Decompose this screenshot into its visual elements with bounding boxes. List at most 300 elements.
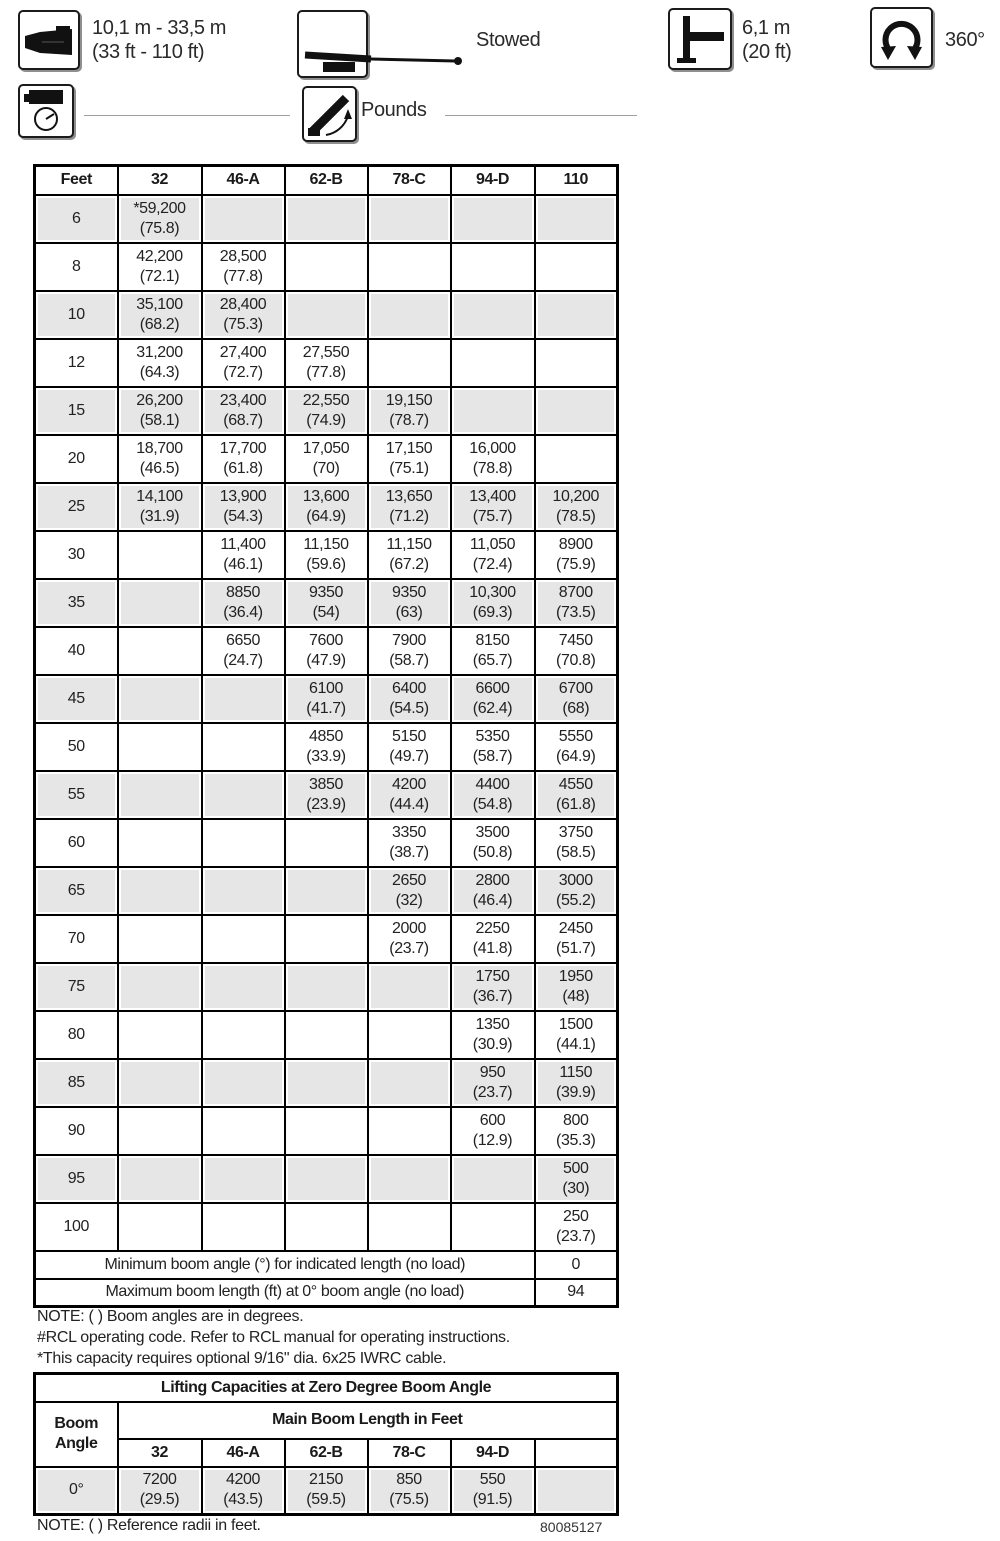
capacity-cell-empty — [118, 1011, 202, 1059]
load-value: 550 — [479, 1471, 506, 1489]
load-value: 3000 — [558, 871, 593, 889]
main-boom-length-header: Main Boom Length in Feet — [118, 1402, 618, 1439]
load-value: 23,400 — [219, 391, 267, 409]
load-value: 5150 — [392, 727, 426, 745]
radius-cell: 45 — [35, 675, 118, 723]
capacity-cell — [535, 963, 618, 1011]
header-divider-right — [445, 115, 637, 116]
load-value: 6100 — [309, 679, 343, 697]
capacity-cell — [285, 723, 368, 771]
capacity-cell-empty — [535, 339, 618, 387]
capacity-cell-empty — [202, 1107, 285, 1155]
load-row — [35, 819, 618, 867]
outrigger-span-icon — [668, 8, 732, 70]
load-row — [35, 483, 618, 531]
capacity-cell-empty — [535, 1467, 618, 1515]
radius-cell: 80 — [35, 1011, 118, 1059]
radius-value: (91.5) — [472, 1491, 513, 1509]
load-value: 1750 — [475, 967, 510, 985]
capacity-cell — [118, 435, 202, 483]
load-value: 27,400 — [219, 343, 267, 361]
load-row — [35, 243, 618, 291]
load-chart-summary — [35, 1251, 618, 1307]
outrigger-metric: 6,1 m — [742, 17, 791, 39]
capacity-cell — [451, 1107, 535, 1155]
boom-angle-value: (72.4) — [472, 555, 513, 573]
capacity-cell-empty — [118, 771, 202, 819]
load-value: 6650 — [226, 631, 260, 649]
capacity-cell — [451, 1059, 535, 1107]
capacity-cell — [118, 195, 202, 243]
jib-status-label: Stowed — [476, 29, 541, 51]
load-value: 9350 — [309, 583, 343, 601]
boom-angle-value: (36.4) — [223, 603, 263, 621]
capacity-cell — [202, 531, 285, 579]
radius-cell: 40 — [35, 627, 118, 675]
radius-cell: 20 — [35, 435, 118, 483]
capacity-cell — [285, 1467, 368, 1515]
boom-angle-icon-graphic — [304, 88, 355, 140]
document-number: 80085127 — [540, 1519, 603, 1535]
load-value: 16,000 — [469, 439, 516, 457]
zero-angle-column-row — [35, 1439, 618, 1467]
boom-angle-value: (46.1) — [223, 555, 263, 573]
load-value: 3750 — [558, 823, 593, 841]
capacity-cell — [451, 579, 535, 627]
capacity-cell-empty — [118, 1155, 202, 1203]
zero-angle-capacity-table — [33, 1372, 619, 1516]
radius-cell: 30 — [35, 531, 118, 579]
boom-length-column-header: 110 — [535, 166, 618, 195]
boom-angle-value: (74.9) — [306, 411, 346, 429]
capacity-cell-empty — [451, 291, 535, 339]
zero-angle-span-row — [35, 1402, 618, 1439]
radius-cell: 6 — [35, 195, 118, 243]
capacity-cell — [118, 243, 202, 291]
capacity-cell — [535, 867, 618, 915]
load-value: 7200 — [142, 1471, 177, 1489]
load-value: 13,650 — [385, 487, 433, 505]
zero-angle-table-title: Lifting Capacities at Zero Degree Boom Angle — [35, 1374, 618, 1402]
capacity-cell — [535, 771, 618, 819]
boom-angle-value: (54.3) — [223, 507, 263, 525]
load-value: 18,700 — [136, 439, 183, 457]
capacity-cell-empty — [535, 387, 618, 435]
load-row — [35, 771, 618, 819]
capacity-cell-empty — [368, 1107, 451, 1155]
boom-length-column-header: 32 — [118, 1439, 202, 1467]
load-value: 10,200 — [552, 487, 600, 505]
load-value: 6700 — [558, 679, 593, 697]
capacity-cell-empty — [285, 963, 368, 1011]
capacity-cell — [202, 627, 285, 675]
load-value: 4400 — [475, 775, 510, 793]
capacity-cell-empty — [202, 1155, 285, 1203]
capacity-cell-empty — [368, 291, 451, 339]
capacity-cell-empty — [118, 1203, 202, 1251]
rcl-gauge-icon — [18, 84, 74, 138]
capacity-cell — [368, 387, 451, 435]
capacity-cell — [368, 819, 451, 867]
load-chart-header — [35, 166, 618, 195]
capacity-cell-empty — [368, 1059, 451, 1107]
capacity-cell-empty — [118, 1059, 202, 1107]
capacity-cell — [202, 243, 285, 291]
boom-angle-icon — [302, 86, 357, 142]
load-value: 7600 — [309, 631, 343, 649]
capacity-cell-empty — [451, 339, 535, 387]
capacity-cell-empty — [451, 387, 535, 435]
capacity-cell-empty — [202, 1203, 285, 1251]
boom-angle-value: (72.7) — [223, 363, 263, 381]
radius-column-header: Feet — [35, 166, 118, 195]
capacity-cell-empty — [202, 963, 285, 1011]
radius-cell: 70 — [35, 915, 118, 963]
load-value: 8850 — [226, 583, 260, 601]
load-value: 4850 — [309, 727, 343, 745]
radius-cell: 100 — [35, 1203, 118, 1251]
load-value: 8900 — [558, 535, 593, 553]
capacity-cell — [368, 771, 451, 819]
boom-length-column-header: 32 — [118, 166, 202, 195]
capacity-cell — [535, 483, 618, 531]
capacity-cell — [285, 675, 368, 723]
load-value: 28,500 — [219, 247, 267, 265]
boom-angle-value: (54.5) — [389, 699, 429, 717]
load-value: 4550 — [558, 775, 593, 793]
load-value: 500 — [563, 1159, 589, 1177]
capacity-cell-empty — [202, 915, 285, 963]
load-value: 850 — [396, 1471, 422, 1489]
load-row — [35, 963, 618, 1011]
capacity-cell-empty — [535, 291, 618, 339]
capacity-cell-empty — [118, 627, 202, 675]
boom-angle-value: (31.9) — [139, 507, 180, 525]
load-row — [35, 1155, 618, 1203]
load-value: 3850 — [309, 775, 343, 793]
boom-angle-value: (39.9) — [556, 1083, 596, 1101]
capacity-cell — [202, 1467, 285, 1515]
load-row — [35, 387, 618, 435]
boom-angle-value: (61.8) — [556, 795, 596, 813]
capacity-cell-empty — [451, 195, 535, 243]
capacity-cell — [368, 627, 451, 675]
boom-angle-value: (67.2) — [389, 555, 429, 573]
load-value: 17,050 — [302, 439, 350, 457]
capacity-cell-empty — [285, 1203, 368, 1251]
boom-angle-value: (24.7) — [223, 651, 263, 669]
zero-angle-row-label: 0° — [35, 1467, 118, 1515]
capacity-cell-empty — [285, 1011, 368, 1059]
capacity-cell-empty — [285, 291, 368, 339]
notes-block — [37, 1306, 510, 1369]
boom-angle-value: (44.4) — [389, 795, 429, 813]
capacity-cell-empty — [118, 579, 202, 627]
load-row — [35, 675, 618, 723]
capacity-cell — [202, 291, 285, 339]
load-value: 2450 — [558, 919, 593, 937]
capacity-cell — [368, 915, 451, 963]
load-value: 31,200 — [136, 343, 183, 361]
boom-angle-value: (75.1) — [389, 459, 429, 477]
capacity-cell — [535, 531, 618, 579]
boom-angle-value: (64.9) — [556, 747, 596, 765]
note-optional-cable: *This capacity requires optional 9/16" dia. 6x25 IWRC cable. — [37, 1350, 447, 1367]
load-value: 10,300 — [469, 583, 516, 601]
capacity-cell-empty — [202, 195, 285, 243]
capacity-cell — [368, 531, 451, 579]
boom-angle-value: (30) — [562, 1179, 590, 1197]
capacity-cell — [451, 723, 535, 771]
capacity-cell-empty — [285, 915, 368, 963]
load-value: 2150 — [309, 1471, 343, 1489]
capacity-cell-empty — [368, 339, 451, 387]
load-value: 11,150 — [386, 535, 432, 553]
load-value: 14,100 — [136, 487, 183, 505]
load-value: 9350 — [392, 583, 426, 601]
reference-radii-note: NOTE: ( ) Reference radii in feet. — [37, 1517, 261, 1534]
note-rcl-code: #RCL operating code. Refer to RCL manual for operating instructions. — [37, 1329, 510, 1346]
capacity-cell — [451, 771, 535, 819]
outrigger-span-icon-graphic — [670, 10, 730, 68]
capacity-cell — [368, 435, 451, 483]
boom-length-column-header: 94-D — [451, 1439, 535, 1467]
boom-angle-value: (59.6) — [306, 555, 346, 573]
capacity-cell-empty — [118, 819, 202, 867]
capacity-cell — [202, 483, 285, 531]
capacity-cell-empty — [535, 195, 618, 243]
load-value: 22,550 — [302, 391, 350, 409]
load-value: 8150 — [475, 631, 510, 649]
boom-angle-value: (58.7) — [389, 651, 429, 669]
load-chart-table — [33, 164, 619, 1308]
note-boom-angles: NOTE: ( ) Boom angles are in degrees. — [37, 1308, 304, 1325]
load-value: 42,200 — [136, 247, 183, 265]
capacity-cell — [285, 771, 368, 819]
boom-angle-value: (58.1) — [139, 411, 180, 429]
boom-angle-value: (50.8) — [472, 843, 513, 861]
radius-value: (29.5) — [139, 1491, 180, 1509]
boom-length-icon-graphic — [20, 12, 78, 68]
capacity-cell — [368, 483, 451, 531]
load-row — [35, 435, 618, 483]
load-value: 28,400 — [219, 295, 267, 313]
capacity-cell-empty — [118, 1107, 202, 1155]
boom-angle-value: (69.3) — [472, 603, 513, 621]
load-value: 7900 — [392, 631, 426, 649]
capacity-cell-empty — [118, 915, 202, 963]
capacity-cell — [285, 339, 368, 387]
boom-angle-value: (78.8) — [472, 459, 513, 477]
boom-angle-value: (75.7) — [472, 507, 513, 525]
boom-angle-value: (12.9) — [472, 1131, 513, 1149]
boom-angle-value: (68.2) — [139, 315, 180, 333]
load-value: 5350 — [475, 727, 510, 745]
boom-angle-value: (54) — [312, 603, 340, 621]
capacity-cell-empty — [118, 723, 202, 771]
capacity-cell-empty — [202, 1011, 285, 1059]
capacity-cell — [535, 819, 618, 867]
load-row — [35, 1011, 618, 1059]
boom-angle-value: (30.9) — [472, 1035, 513, 1053]
capacity-cell — [285, 435, 368, 483]
jib-stowed-line-icon — [297, 10, 467, 82]
boom-angle-value: (49.7) — [389, 747, 429, 765]
boom-angle-value: (65.7) — [472, 651, 513, 669]
capacity-cell — [285, 387, 368, 435]
capacity-cell-empty — [118, 531, 202, 579]
radius-cell: 25 — [35, 483, 118, 531]
min-boom-angle-label: Minimum boom angle (°) for indicated length (no load) — [35, 1251, 535, 1279]
capacity-cell — [451, 867, 535, 915]
load-value: 13,400 — [469, 487, 516, 505]
load-row — [35, 531, 618, 579]
radius-cell: 75 — [35, 963, 118, 1011]
capacity-cell — [118, 387, 202, 435]
load-value: 13,600 — [302, 487, 350, 505]
capacity-cell-empty — [118, 867, 202, 915]
boom-angle-value: (23.7) — [472, 1083, 513, 1101]
capacity-cell-empty — [285, 867, 368, 915]
capacity-cell — [368, 579, 451, 627]
rcl-gauge-icon-graphic — [20, 86, 72, 136]
boom-angle-value: (73.5) — [556, 603, 596, 621]
capacity-cell — [118, 1467, 202, 1515]
radius-cell: 60 — [35, 819, 118, 867]
capacity-cell-empty — [368, 195, 451, 243]
boom-angle-value: (23.7) — [556, 1227, 596, 1245]
load-value: 6600 — [475, 679, 510, 697]
capacity-cell — [535, 723, 618, 771]
boom-angle-value: (41.8) — [472, 939, 513, 957]
capacity-cell — [368, 675, 451, 723]
load-row — [35, 867, 618, 915]
min-boom-angle-row — [35, 1251, 618, 1279]
capacity-cell-empty — [368, 1203, 451, 1251]
radius-cell: 90 — [35, 1107, 118, 1155]
capacity-cell-empty — [285, 243, 368, 291]
capacity-cell — [118, 291, 202, 339]
capacity-cell — [535, 1107, 618, 1155]
boom-angle-value: (63) — [395, 603, 423, 621]
boom-angle-value: (62.4) — [472, 699, 513, 717]
capacity-cell — [451, 627, 535, 675]
capacity-cell — [368, 867, 451, 915]
boom-angle-value: (77.8) — [223, 267, 263, 285]
radius-cell: 65 — [35, 867, 118, 915]
load-chart-body — [35, 195, 618, 1251]
capacity-cell-empty — [451, 1155, 535, 1203]
load-row — [35, 627, 618, 675]
zero-angle-title-row — [35, 1374, 618, 1402]
load-value: 26,200 — [136, 391, 183, 409]
boom-angle-value: (23.9) — [306, 795, 346, 813]
capacity-cell-empty — [285, 819, 368, 867]
load-value: 2650 — [392, 871, 426, 889]
radius-cell: 50 — [35, 723, 118, 771]
boom-angle-value: (55.2) — [556, 891, 596, 909]
boom-length-column-header: 46-A — [202, 166, 285, 195]
load-value: 17,150 — [385, 439, 433, 457]
boom-angle-value: (78.7) — [389, 411, 429, 429]
radius-cell: 15 — [35, 387, 118, 435]
capacity-cell-empty — [202, 1059, 285, 1107]
capacity-cell — [202, 387, 285, 435]
load-value: 250 — [563, 1207, 589, 1225]
load-value: 1500 — [558, 1015, 593, 1033]
capacity-cell-empty — [285, 195, 368, 243]
radius-cell: 10 — [35, 291, 118, 339]
capacity-cell — [535, 1203, 618, 1251]
boom-angle-value: (51.7) — [556, 939, 596, 957]
boom-angle-value: (70) — [312, 459, 340, 477]
capacity-cell-empty — [535, 435, 618, 483]
boom-angle-value: (47.9) — [306, 651, 346, 669]
load-row — [35, 1203, 618, 1251]
capacity-cell-empty — [285, 1155, 368, 1203]
boom-angle-value: (36.7) — [472, 987, 513, 1005]
capacity-cell-empty — [368, 1011, 451, 1059]
capacity-cell — [118, 483, 202, 531]
min-boom-angle-value: 0 — [535, 1251, 618, 1279]
capacity-cell-empty — [202, 723, 285, 771]
boom-length-icon — [18, 10, 80, 70]
boom-angle-value: (71.2) — [389, 507, 429, 525]
capacity-cell-empty — [451, 243, 535, 291]
capacity-cell — [285, 627, 368, 675]
boom-length-column-header: 62-B — [285, 1439, 368, 1467]
load-row — [35, 579, 618, 627]
boom-angle-value: (75.3) — [223, 315, 263, 333]
max-boom-length-label: Maximum boom length (ft) at 0° boom angle (no load) — [35, 1279, 535, 1307]
load-value: 27,550 — [302, 343, 350, 361]
header-divider-left — [84, 115, 290, 116]
capacity-cell — [368, 723, 451, 771]
capacity-cell — [285, 579, 368, 627]
boom-angle-value: (64.3) — [139, 363, 180, 381]
capacity-cell — [535, 579, 618, 627]
capacity-cell — [202, 579, 285, 627]
load-row — [35, 339, 618, 387]
load-row — [35, 291, 618, 339]
load-value: 2250 — [475, 919, 510, 937]
boom-angle-value: (77.8) — [306, 363, 346, 381]
capacity-cell — [535, 675, 618, 723]
boom-angle-value: (58.5) — [556, 843, 596, 861]
boom-length-column-header: 78-C — [368, 166, 451, 195]
load-row — [35, 915, 618, 963]
load-value: 8700 — [558, 583, 593, 601]
boom-angle-value: (61.8) — [223, 459, 263, 477]
capacity-cell-empty — [285, 1059, 368, 1107]
load-value: 1150 — [559, 1063, 593, 1081]
load-value: 2800 — [475, 871, 510, 889]
load-value: 1950 — [558, 967, 593, 985]
load-value: 11,400 — [220, 535, 266, 553]
capacity-cell-empty — [368, 1155, 451, 1203]
load-value: 2000 — [392, 919, 426, 937]
capacity-cell — [535, 627, 618, 675]
boom-angle-value: (78.5) — [556, 507, 596, 525]
load-value: 950 — [479, 1063, 506, 1081]
boom-angle-value: (72.1) — [139, 267, 180, 285]
boom-angle-value: (58.7) — [472, 747, 513, 765]
capacity-cell — [535, 915, 618, 963]
capacity-cell — [202, 339, 285, 387]
load-value: 19,150 — [385, 391, 433, 409]
capacity-cell — [535, 1059, 618, 1107]
load-value: 7450 — [558, 631, 593, 649]
